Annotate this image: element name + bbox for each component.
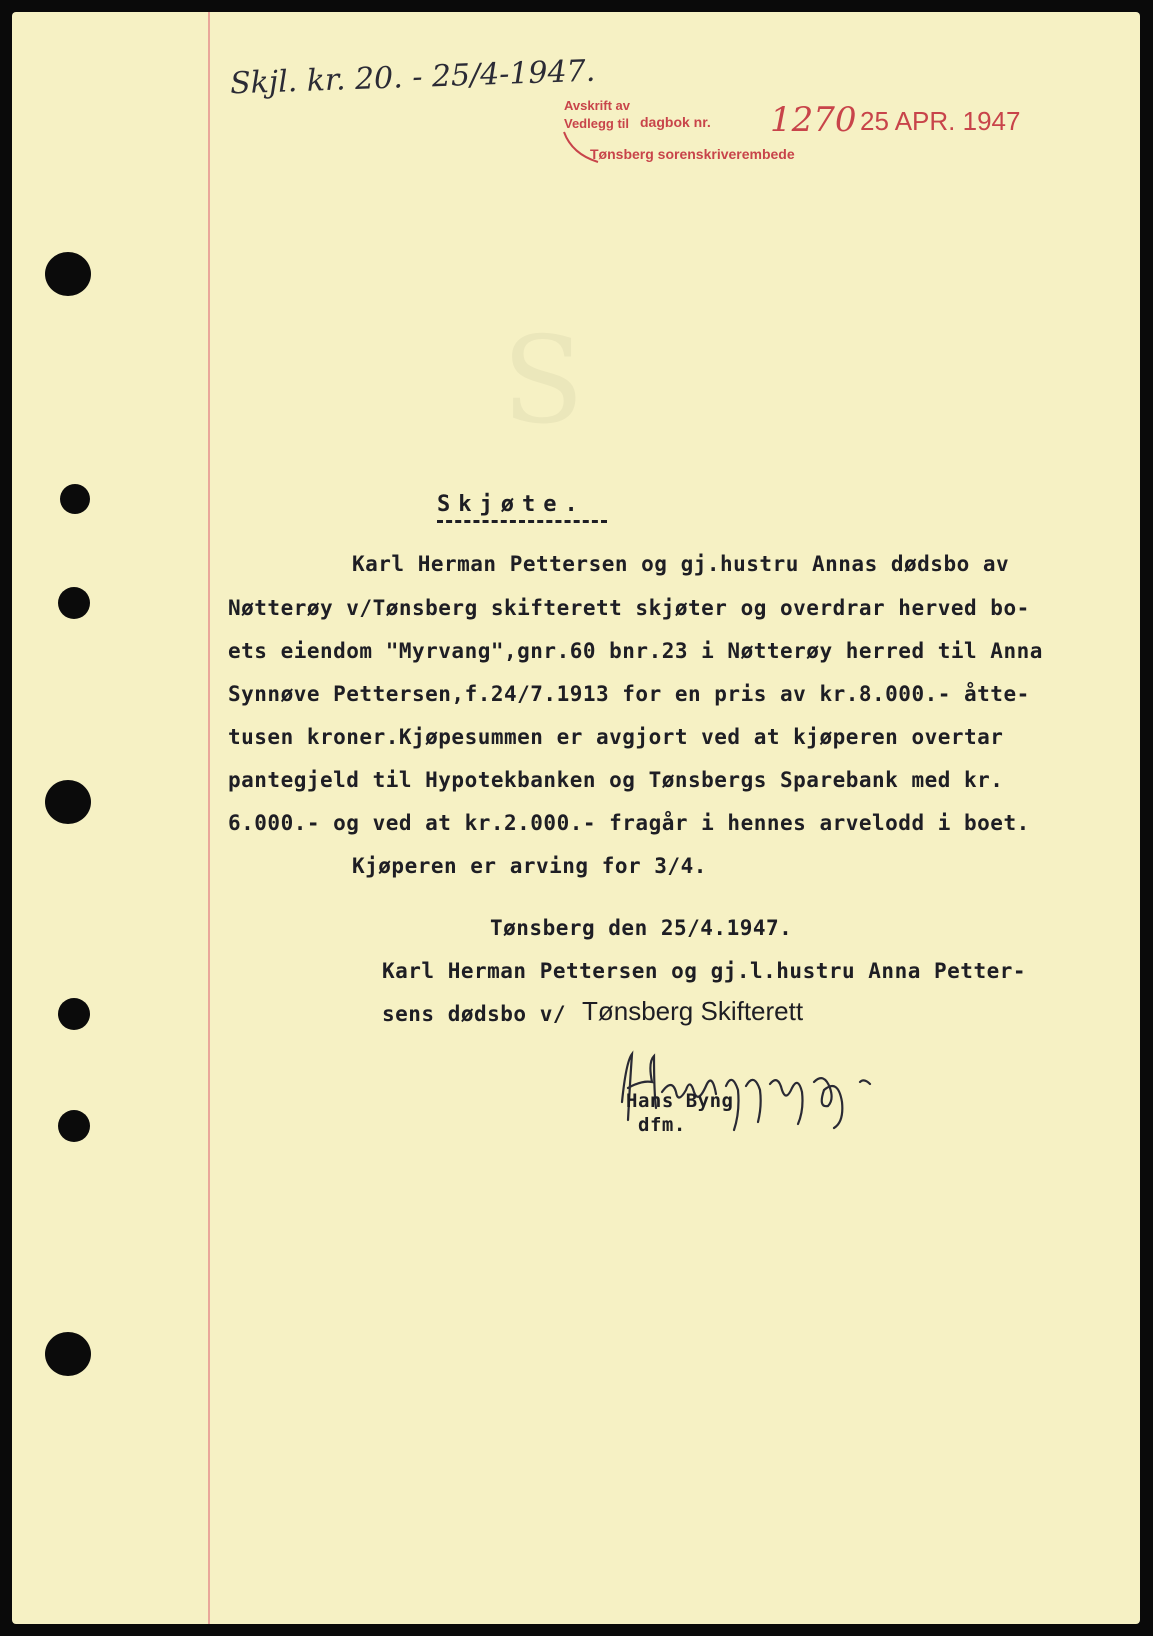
body-line: Kjøperen er arving for 3/4. (352, 854, 707, 878)
body-line: ets eiendom "Myrvang",gnr.60 bnr.23 i Nøtterøy herred til Anna (228, 639, 1043, 663)
punch-hole (45, 1332, 91, 1376)
signoff-line-1: Karl Herman Pettersen og gj.l.hustru Anna Petter- (382, 959, 1027, 983)
document-title: Skjøte. (437, 492, 586, 517)
body-line: Synnøve Pettersen,f.24/7.1913 for en pris av kr.8.000.- åtte- (228, 682, 1030, 706)
document-page (12, 12, 1140, 1624)
stamp-office: Tønsberg sorenskriverembede (590, 146, 795, 162)
signer-title: dfm. (638, 1114, 686, 1136)
signoff-line-2: sens dødsbo v/ (382, 1002, 567, 1026)
stamp-dagbok-label: dagbok nr. (640, 114, 711, 130)
body-line: 6.000.- og ved at kr.2.000.- fragår i hennes arvelodd i boet. (228, 811, 1030, 835)
body-line: Karl Herman Pettersen og gj.hustru Annas dødsbo av (352, 552, 1010, 576)
title-underline (437, 520, 607, 523)
body-line: tusen kroner.Kjøpesummen er avgjort ved at kjøperen overtar (228, 725, 1004, 749)
background-watermark: S (502, 312, 585, 451)
stamp-bracket (562, 130, 602, 166)
body-line: pantegjeld til Hypotekbanken og Tønsbergs Sparebank med kr. (228, 768, 1004, 792)
body-line: Nøtterøy v/Tønsberg skifterett skjøter og overdrar herved bo- (228, 596, 1030, 620)
stamp-line-2: Vedlegg til (564, 116, 630, 131)
handwritten-reference: Skjl. kr. 20. - 25/4-1947. (229, 53, 596, 102)
punch-hole (45, 780, 91, 824)
punch-hole (60, 484, 90, 514)
punch-hole (58, 998, 90, 1030)
signer-name: Hans Byng (626, 1090, 734, 1112)
stamp-line-1: Avskrift av (564, 98, 630, 113)
dagbok-number: 1270 (770, 100, 857, 140)
punch-hole (45, 252, 91, 296)
place-date: Tønsberg den 25/4.1947. (490, 916, 793, 940)
stamp-date: 25 APR. 1947 (860, 106, 1021, 136)
margin-rule (208, 12, 210, 1624)
skifterett-stamp: Tønsberg Skifterett (582, 996, 804, 1026)
punch-hole (58, 587, 90, 619)
punch-hole (58, 1110, 90, 1142)
